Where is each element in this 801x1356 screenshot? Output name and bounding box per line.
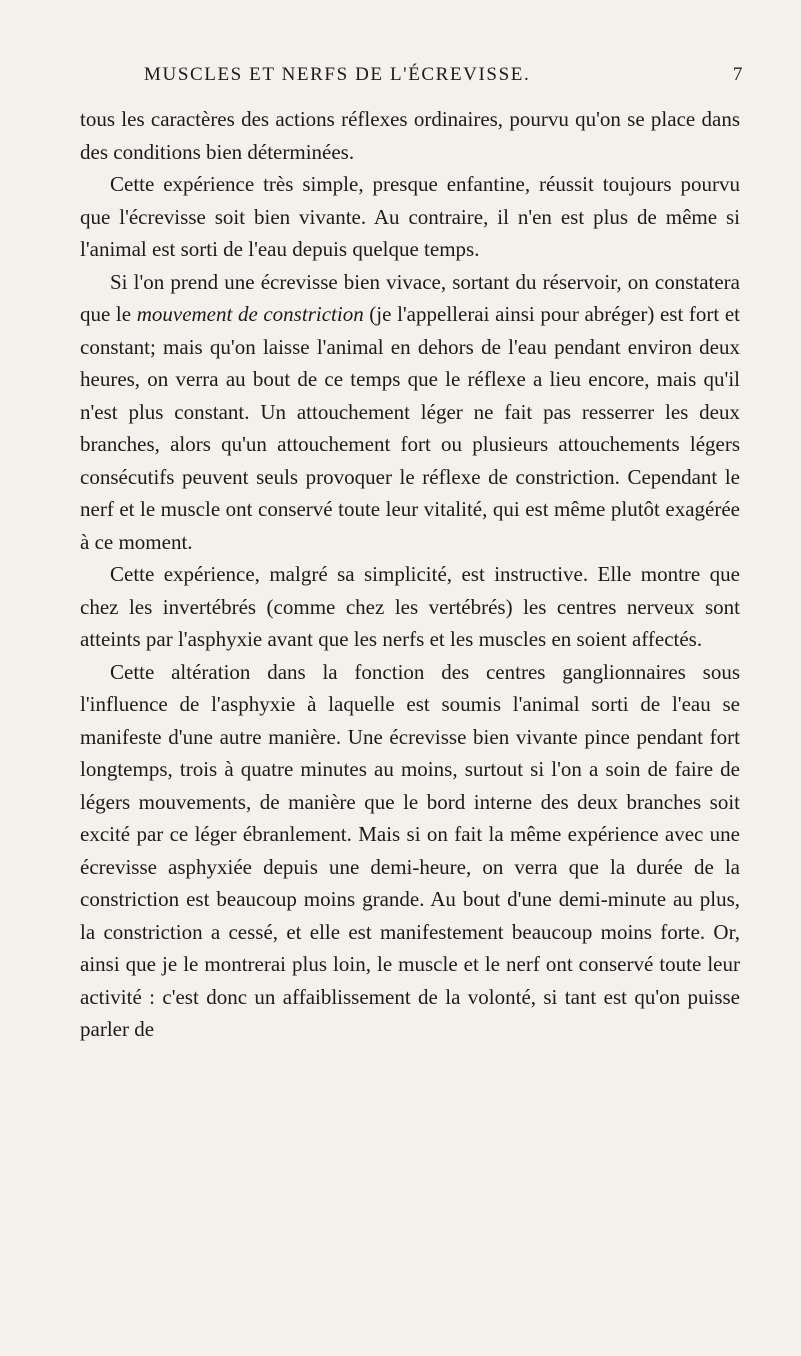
paragraph-2: Cette expérience très simple, presque enfantine, réussit toujours pourvu que l'écrevisse soit bien vivante. Au contraire, il n'en est plus de même si l'animal est sorti de l'eau depuis quelque temps. [80,172,740,261]
paragraph-3 [80,266,740,559]
paragraph-4: Cette expérience, malgré sa simplicité, est instructive. Elle montre que chez les invertébrés (comme chez les vertébrés) les centres nerveux sont atteints par l'asphyxie avant que les nerfs et les muscles en soient affectés. [80,562,740,651]
paragraph-3-start: Si l'on prend une écrevisse bien vivace, sortant du réservoir, on constatera que le [80,269,740,326]
body-text [80,103,740,1046]
paragraph-1: tous les caractères des actions réflexes ordinaires, pourvu qu'on se place dans des conditions bien déterminées. [80,107,740,164]
running-head [144,64,744,88]
italic-term: mouvement de constriction [136,302,364,326]
paragraph-3-end: (je l'appellerai ainsi pour abréger) est fort et constant; mais qu'on laisse l'animal en dehors de l'eau pendant environ deux heures, on verra au bout de ce temps que le réflexe a lieu encore, mais qu'il n'est plus constant. Un attouchement léger ne fait pas resserrer les deux branches, alors qu'un attouchement fort ou plusieurs attouchements légers consécutifs peuvent seuls provoquer le réflexe de constriction. Cependant le nerf et le muscle ont conservé toute leur vitalité, qui est même plutôt exagérée à ce moment. [80,302,741,554]
page-number: 7 [732,64,744,85]
running-title: MUSCLES ET NERFS DE L'ÉCREVISSE. [144,64,531,85]
paragraph-5: Cette altération dans la fonction des centres ganglionnaires sous l'influence de l'asphyxie à laquelle est soumis l'animal sorti de l'eau se manifeste d'une autre manière. Une écrevisse bien vivante pince pendant fort longtemps, trois à quatre minutes au moins, surtout si l'on a soin de faire de légers mouvements, de manière que le bord interne des deux branches soit excité par ce léger ébranlement. Mais si on fait la même expérience avec une écrevisse asphyxiée depuis une demi-heure, on verra que la durée de la constriction est beaucoup moins grande. Au bout d'une demi-minute au plus, la constriction a cessé, et elle est manifestement beaucoup moins forte. Or, ainsi que je le montrerai plus loin, le muscle et le nerf ont conservé toute leur activité : c'est donc un affaiblissement de la volonté, si tant est qu'on puisse parler de [80,659,740,1041]
